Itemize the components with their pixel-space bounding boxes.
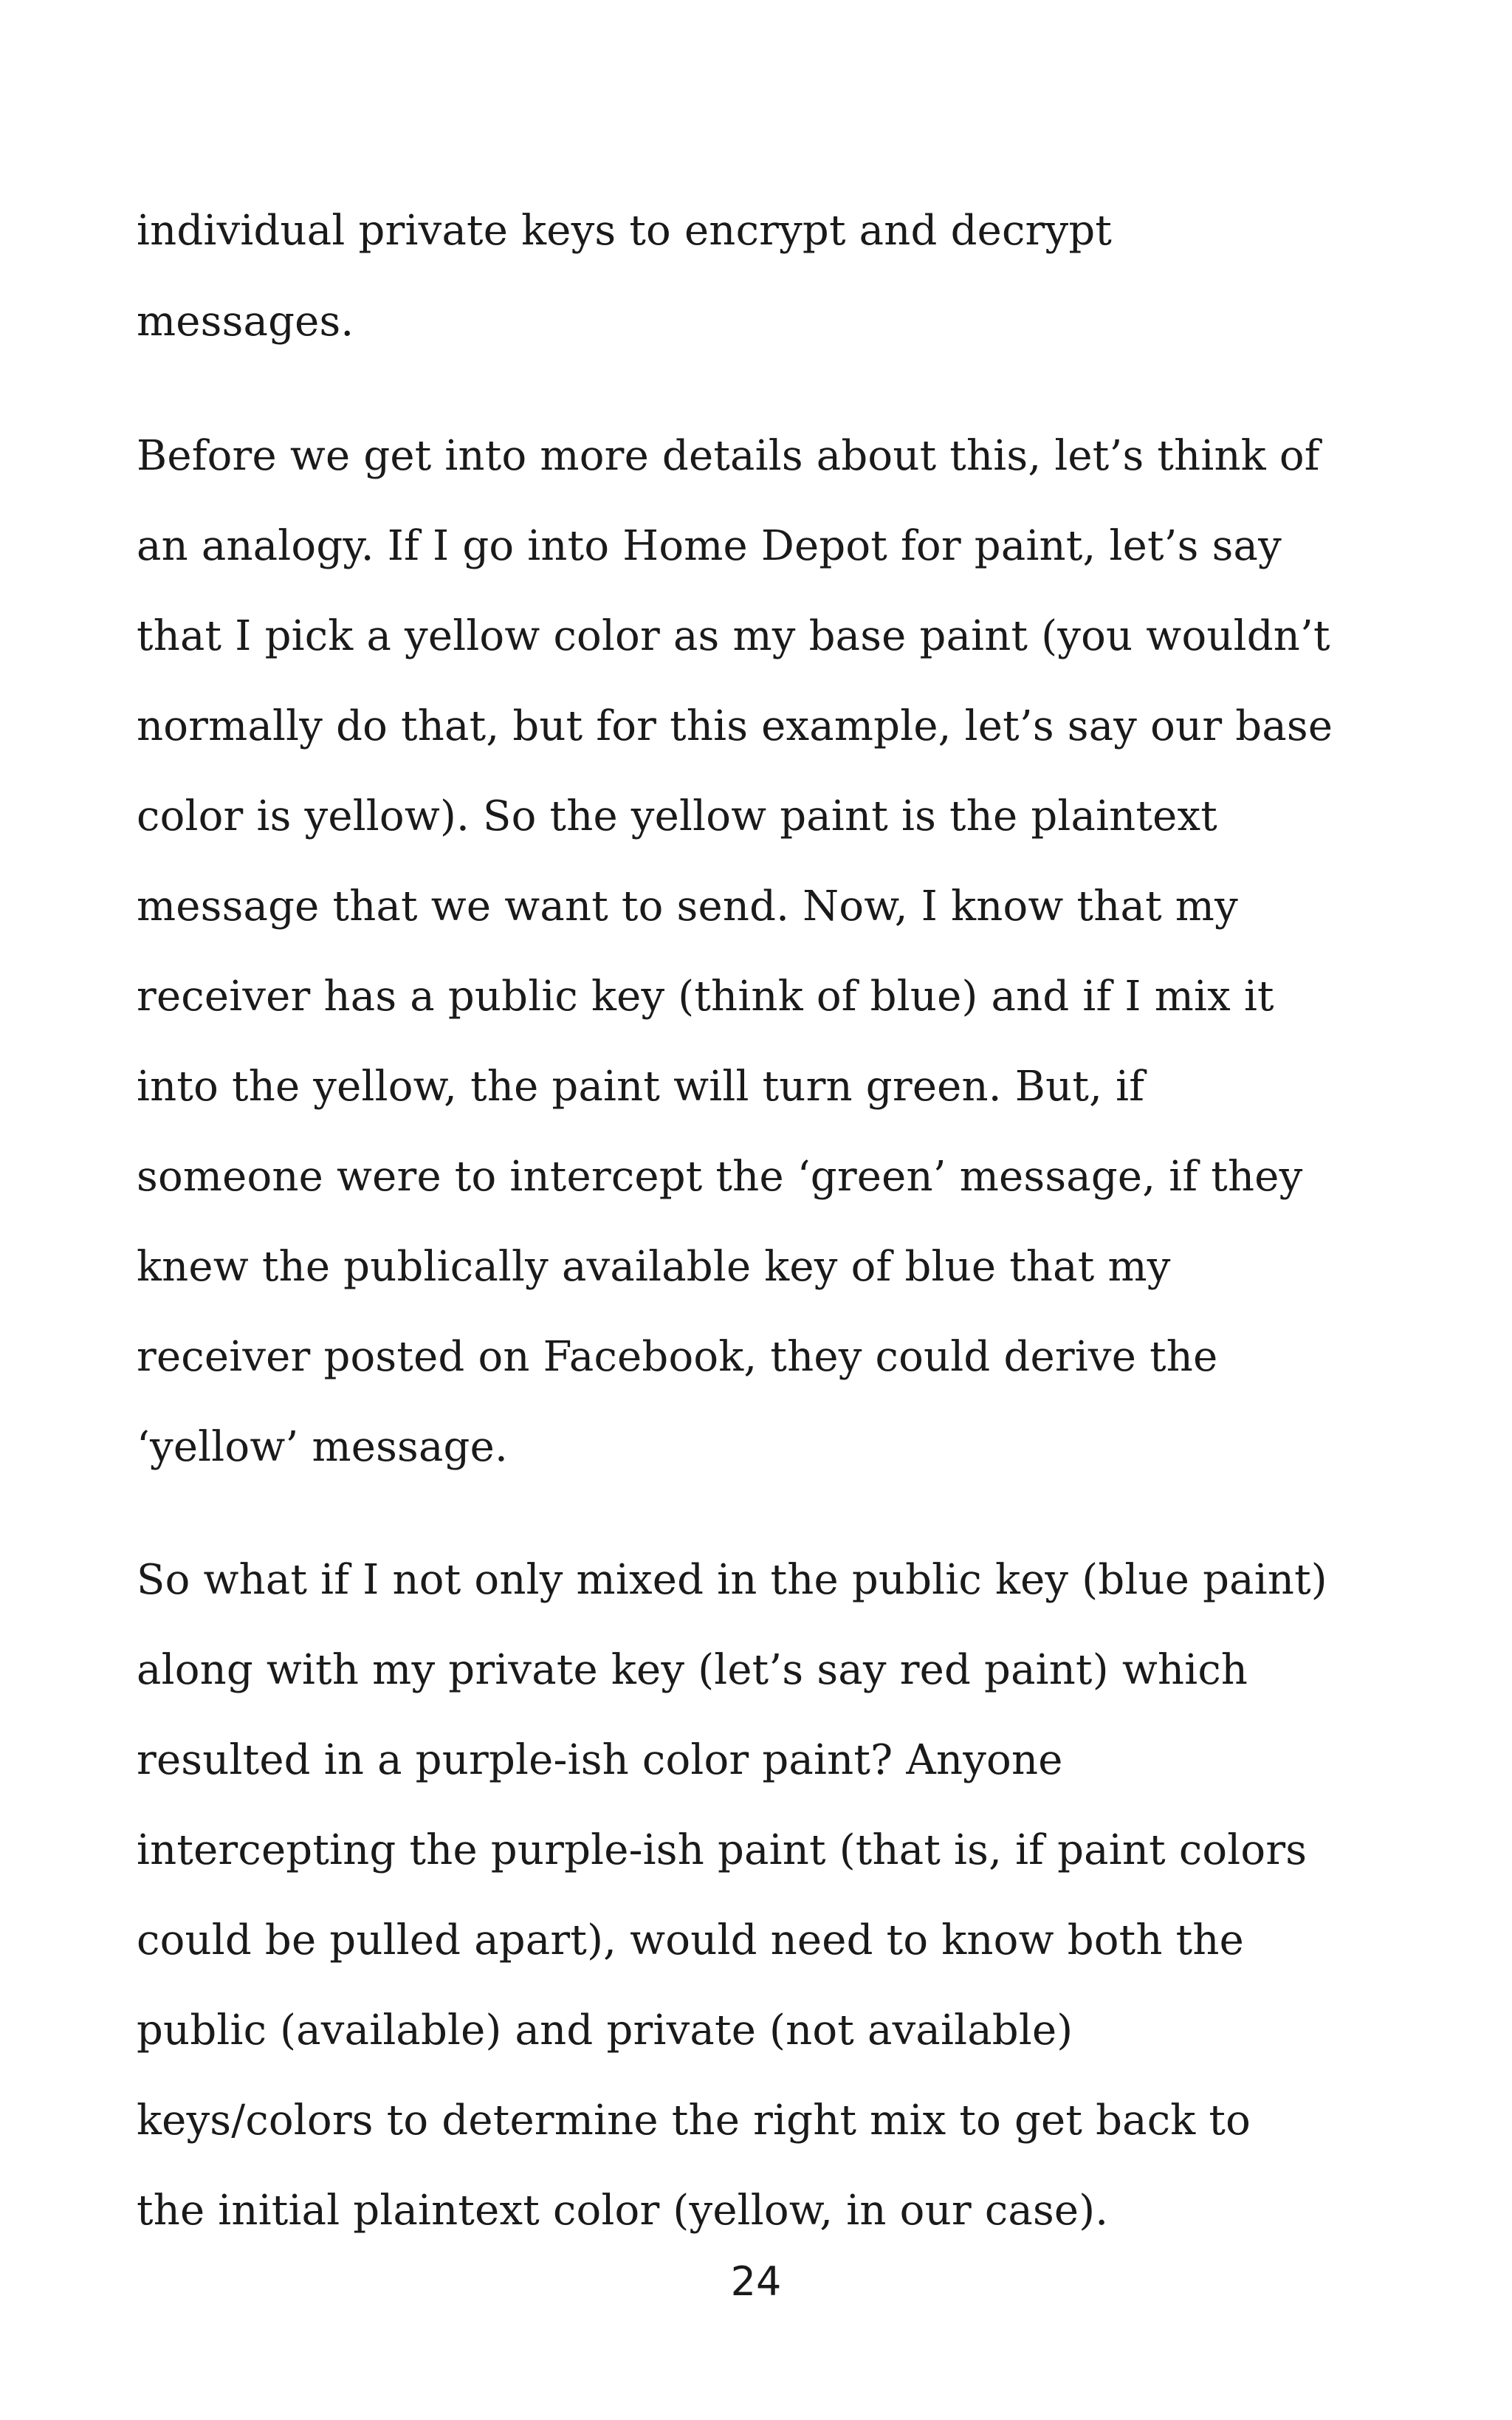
text-line: So what if I not only mixed in the public key (blue paint) (137, 1556, 1327, 1604)
text-line: individual private keys to encrypt and decrypt (137, 207, 1113, 255)
text-line: keys/colors to determine the right mix to get back to (137, 2097, 1251, 2145)
text-line: intercepting the purple-ish paint (that is, if paint colors (137, 1826, 1307, 1874)
text-line: message that we want to send. Now, I know that my (137, 882, 1238, 930)
text-line: public (available) and private (not available) (137, 2006, 1073, 2054)
text-line: an analogy. If I go into Home Depot for paint, let’s say (137, 522, 1282, 570)
text-line: could be pulled apart), would need to know both the (137, 1916, 1244, 1964)
text-line: along with my private key (let’s say red paint) which (137, 1646, 1248, 1694)
text-line: receiver posted on Facebook, they could derive the (137, 1333, 1218, 1381)
text-line: ‘yellow’ message. (137, 1423, 508, 1471)
text-line: the initial plaintext color (yellow, in our case). (137, 2187, 1109, 2235)
text-line: someone were to intercept the ‘green’ message, if they (137, 1153, 1303, 1201)
text-line: into the yellow, the paint will turn green. But, if (137, 1063, 1145, 1111)
text-line: knew the publically available key of blue that my (137, 1243, 1171, 1291)
text-line: resulted in a purple-ish color paint? Anyone (137, 1736, 1063, 1784)
text-line: that I pick a yellow color as my base paint (you wouldn’t (137, 612, 1330, 660)
page-number: 24 (730, 2258, 782, 2305)
text-line: receiver has a public key (think of blue) and if I mix it (137, 973, 1274, 1021)
text-line: color is yellow). So the yellow paint is the plaintext (137, 792, 1217, 840)
text-line: normally do that, but for this example, let’s say our base (137, 702, 1333, 750)
text-line: messages. (137, 298, 354, 346)
text-line: Before we get into more details about this, let’s think of (137, 432, 1320, 480)
